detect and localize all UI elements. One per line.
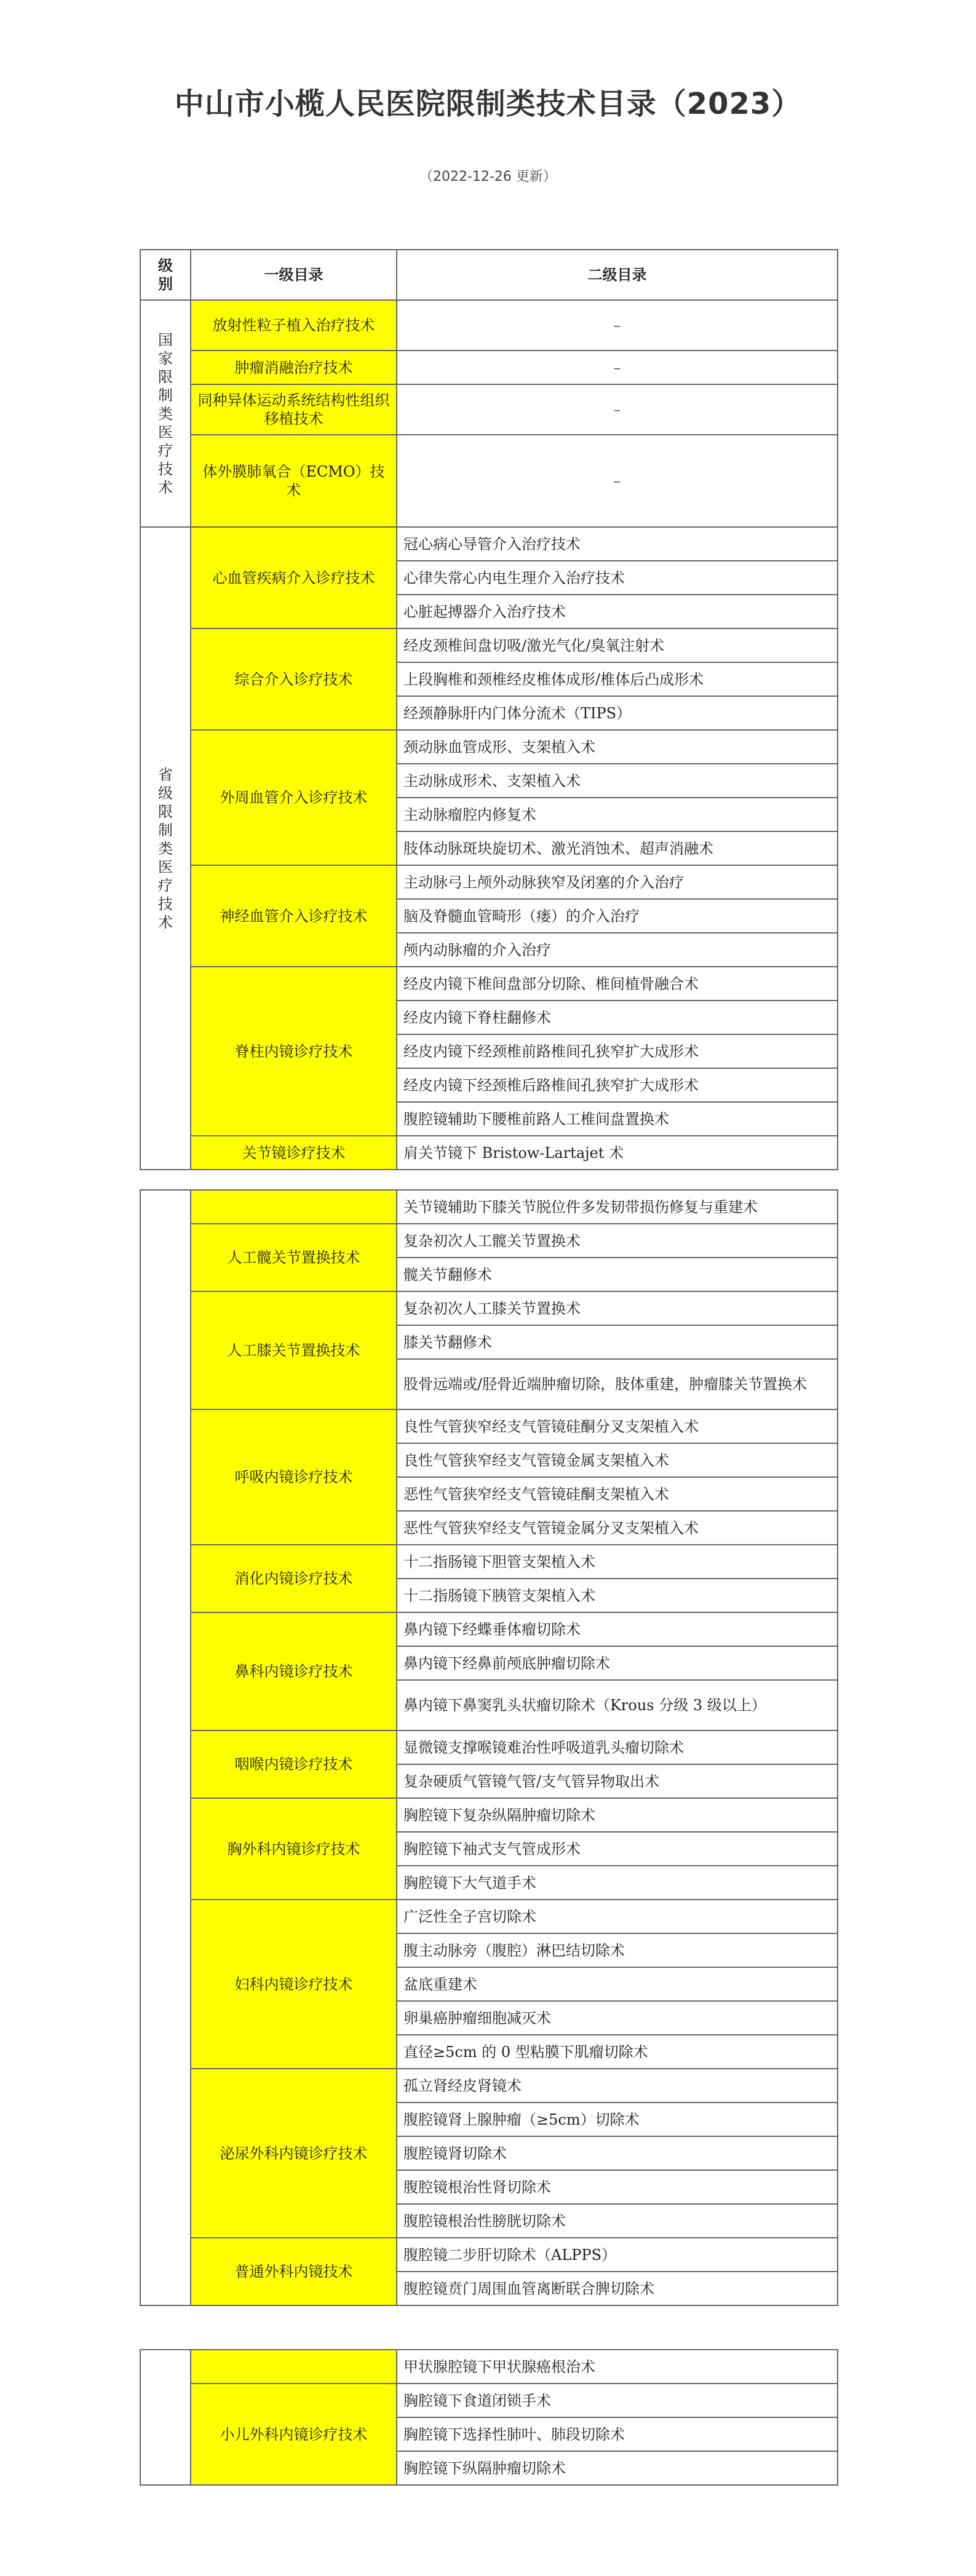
table-row xyxy=(140,1136,838,1170)
first-level-cell: 人工膝关节置换技术 xyxy=(191,1291,397,1409)
second-level-cell: 十二指肠镜下胰管支架植入术 xyxy=(397,1579,838,1612)
second-level-cell: 脑及脊髓血管畸形（瘘）的介入治疗 xyxy=(397,899,838,933)
second-level-cell: 复杂初次人工膝关节置换术 xyxy=(397,1291,838,1325)
second-level-cell: – xyxy=(397,435,838,527)
first-level-cell: 关节镜诊疗技术 xyxy=(191,1136,397,1170)
header-first-level: 一级目录 xyxy=(191,250,397,300)
table-row xyxy=(140,384,838,435)
catalog-table-page-3 xyxy=(140,2349,838,2486)
table-row xyxy=(140,527,838,561)
second-level-cell: 良性气管狭窄经支气管镜金属支架植入术 xyxy=(397,1443,838,1477)
first-level-cell: 妇科内镜诊疗技术 xyxy=(191,1900,397,2069)
table-row xyxy=(140,435,838,527)
second-level-cell: 肩关节镜下 Bristow-Lartajet 术 xyxy=(397,1136,838,1170)
second-level-cell: 心律失常心内电生理介入治疗技术 xyxy=(397,561,838,595)
second-level-cell: 主动脉成形术、支架植入术 xyxy=(397,764,838,798)
first-level-cell: 呼吸内镜诊疗技术 xyxy=(191,1409,397,1545)
second-level-cell: 经皮内镜下经颈椎后路椎间孔狭窄扩大成形术 xyxy=(397,1068,838,1102)
second-level-cell: 胸腔镜下纵隔肿瘤切除术 xyxy=(397,2451,838,2485)
table-row xyxy=(140,1224,838,1258)
second-level-cell: – xyxy=(397,384,838,435)
table-header-row xyxy=(140,250,838,300)
header-level: 级 别 xyxy=(140,250,191,300)
second-level-cell: 冠心病心导管介入治疗技术 xyxy=(397,527,838,561)
table-row xyxy=(140,628,838,662)
table-row xyxy=(140,2350,838,2384)
second-level-cell: – xyxy=(397,351,838,384)
second-level-cell: 髋关节翻修术 xyxy=(397,1258,838,1291)
table-row xyxy=(140,1612,838,1646)
second-level-cell: 十二指肠镜下胆管支架植入术 xyxy=(397,1545,838,1579)
second-level-cell: 显微镜支撑喉镜难治性呼吸道乳头瘤切除术 xyxy=(397,1730,838,1764)
first-level-cell: 泌尿外科内镜诊疗技术 xyxy=(191,2069,397,2238)
table-row xyxy=(140,1798,838,1832)
second-level-cell: 鼻内镜下经蝶垂体瘤切除术 xyxy=(397,1612,838,1646)
second-level-cell: 胸腔镜下大气道手术 xyxy=(397,1866,838,1900)
table-row xyxy=(140,300,838,351)
second-level-cell: 膝关节翻修术 xyxy=(397,1325,838,1359)
table-row xyxy=(140,2384,838,2417)
second-level-cell: 经皮内镜下椎间盘部分切除、椎间植骨融合术 xyxy=(397,967,838,1001)
second-level-cell: 复杂初次人工髋关节置换术 xyxy=(397,1224,838,1258)
first-level-cell xyxy=(191,2350,397,2384)
table-row xyxy=(140,351,838,384)
second-level-cell: 经皮颈椎间盘切吸/激光气化/臭氧注射术 xyxy=(397,628,838,662)
table-row xyxy=(140,1190,838,1224)
second-level-cell: 主动脉瘤腔内修复术 xyxy=(397,798,838,831)
first-level-cell: 咽喉内镜诊疗技术 xyxy=(191,1730,397,1798)
first-level-cell: 消化内镜诊疗技术 xyxy=(191,1545,397,1612)
second-level-cell: 直径≥5cm 的 0 型粘膜下肌瘤切除术 xyxy=(397,2035,838,2069)
first-level-cell: 综合介入诊疗技术 xyxy=(191,628,397,730)
second-level-cell: 上段胸椎和颈椎经皮椎体成形/椎体后凸成形术 xyxy=(397,662,838,696)
first-level-cell: 人工髋关节置换技术 xyxy=(191,1224,397,1291)
first-level-cell: 肿瘤消融治疗技术 xyxy=(191,351,397,384)
second-level-cell: 复杂硬质气管镜气管/支气管异物取出术 xyxy=(397,1764,838,1798)
second-level-cell: 股骨远端或/胫骨近端肿瘤切除，肢体重建，肿瘤膝关节置换术 xyxy=(397,1359,838,1409)
update-date: （2022-12-26 更新） xyxy=(419,169,557,184)
second-level-cell: 胸腔镜下复杂纵隔肿瘤切除术 xyxy=(397,1798,838,1832)
first-level-cell: 外周血管介入诊疗技术 xyxy=(191,730,397,865)
first-level-cell: 脊柱内镜诊疗技术 xyxy=(191,967,397,1136)
first-level-cell: 心血管疾病介入诊疗技术 xyxy=(191,527,397,628)
level-cell xyxy=(140,2350,191,2485)
second-level-cell: 腹腔镜肾上腺肿瘤（≥5cm）切除术 xyxy=(397,2102,838,2136)
second-level-cell: 卵巢癌肿瘤细胞减灭术 xyxy=(397,2001,838,2035)
second-level-cell: 腹腔镜贲门周围血管离断联合脾切除术 xyxy=(397,2272,838,2305)
second-level-cell: 腹主动脉旁（腹腔）淋巴结切除术 xyxy=(397,1933,838,1967)
first-level-cell xyxy=(191,1190,397,1224)
page-title: 中山市小榄人民医院限制类技术目录（2023） xyxy=(174,87,802,121)
second-level-cell: 孤立肾经皮肾镜术 xyxy=(397,2069,838,2102)
table-row xyxy=(140,1730,838,1764)
first-level-cell: 胸外科内镜诊疗技术 xyxy=(191,1798,397,1900)
first-level-cell: 小儿外科内镜诊疗技术 xyxy=(191,2384,397,2485)
second-level-cell: 胸腔镜下选择性肺叶、肺段切除术 xyxy=(397,2417,838,2451)
second-level-cell: 恶性气管狭窄经支气管镜金属分叉支架植入术 xyxy=(397,1511,838,1545)
second-level-cell: 胸腔镜下食道闭锁手术 xyxy=(397,2384,838,2417)
second-level-cell: 良性气管狭窄经支气管镜硅酮分叉支架植入术 xyxy=(397,1409,838,1443)
first-level-cell: 神经血管介入诊疗技术 xyxy=(191,865,397,967)
second-level-cell: 颈动脉血管成形、支架植入术 xyxy=(397,730,838,764)
first-level-cell: 同种异体运动系统结构性组织移植技术 xyxy=(191,384,397,435)
second-level-cell: 胸腔镜下袖式支气管成形术 xyxy=(397,1832,838,1866)
table-row xyxy=(140,1900,838,1933)
level-cell xyxy=(140,1190,191,2305)
table-row xyxy=(140,967,838,1001)
second-level-cell: 广泛性全子宫切除术 xyxy=(397,1900,838,1933)
first-level-cell: 放射性粒子植入治疗技术 xyxy=(191,300,397,351)
first-level-cell: 体外膜肺氧合（ECMO）技术 xyxy=(191,435,397,527)
table-row xyxy=(140,1545,838,1579)
second-level-cell: 鼻内镜下鼻窦乳头状瘤切除术（Krous 分级 3 级以上） xyxy=(397,1680,838,1730)
table-row xyxy=(140,2069,838,2102)
second-level-cell: 经皮内镜下经颈椎前路椎间孔狭窄扩大成形术 xyxy=(397,1034,838,1068)
table-row xyxy=(140,730,838,764)
second-level-cell: 腹腔镜根治性膀胱切除术 xyxy=(397,2204,838,2238)
table-row xyxy=(140,2238,838,2272)
second-level-cell: 腹腔镜根治性肾切除术 xyxy=(397,2170,838,2204)
table-row xyxy=(140,865,838,899)
table-row xyxy=(140,1291,838,1325)
header-second-level: 二级目录 xyxy=(397,250,838,300)
second-level-cell: 颅内动脉瘤的介入治疗 xyxy=(397,933,838,967)
level-cell: 国 家 限 制 类 医 疗 技 术 xyxy=(140,300,191,527)
second-level-cell: 恶性气管狭窄经支气管镜硅酮支架植入术 xyxy=(397,1477,838,1511)
second-level-cell: 肢体动脉斑块旋切术、激光消蚀术、超声消融术 xyxy=(397,831,838,865)
second-level-cell: 盆底重建术 xyxy=(397,1967,838,2001)
second-level-cell: 腹腔镜辅助下腰椎前路人工椎间盘置换术 xyxy=(397,1102,838,1136)
second-level-cell: 经皮内镜下脊柱翻修术 xyxy=(397,1001,838,1034)
second-level-cell: 鼻内镜下经鼻前颅底肿瘤切除术 xyxy=(397,1646,838,1680)
second-level-cell: 甲状腺腔镜下甲状腺癌根治术 xyxy=(397,2350,838,2384)
second-level-cell: 主动脉弓上颅外动脉狭窄及闭塞的介入治疗 xyxy=(397,865,838,899)
catalog-table-page-2 xyxy=(140,1189,838,2306)
first-level-cell: 鼻科内镜诊疗技术 xyxy=(191,1612,397,1730)
table-row xyxy=(140,1409,838,1443)
second-level-cell: 腹腔镜二步肝切除术（ALPPS） xyxy=(397,2238,838,2272)
second-level-cell: 心脏起搏器介入治疗技术 xyxy=(397,595,838,628)
second-level-cell: 经颈静脉肝内门体分流术（TIPS） xyxy=(397,696,838,730)
second-level-cell: 腹腔镜肾切除术 xyxy=(397,2136,838,2170)
level-cell: 省 级 限 制 类 医 疗 技 术 xyxy=(140,527,191,1170)
second-level-cell: – xyxy=(397,300,838,351)
second-level-cell: 关节镜辅助下膝关节脱位件多发韧带损伤修复与重建术 xyxy=(397,1190,838,1224)
catalog-table-page-1 xyxy=(140,249,838,1170)
first-level-cell: 普通外科内镜技术 xyxy=(191,2238,397,2305)
